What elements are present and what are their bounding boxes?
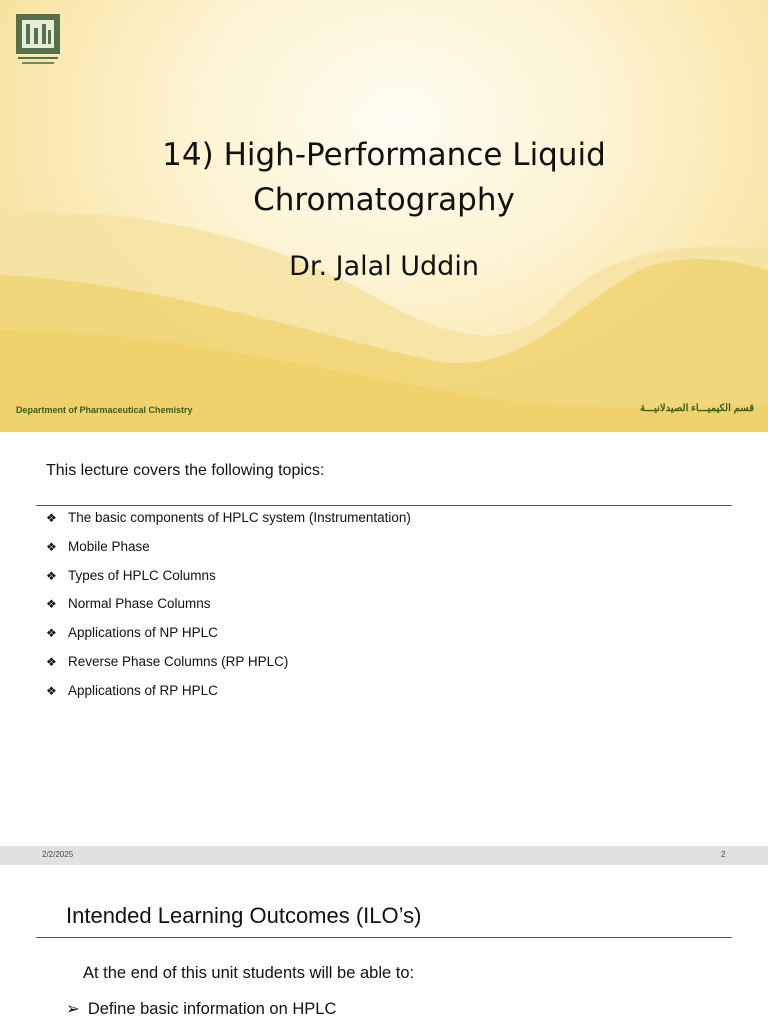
title-line-2: Chromatography — [253, 182, 515, 218]
department-arabic: قسم الكيميـــاء الصيدلانيـــة — [639, 403, 754, 414]
diamond-bullet-icon: ❖ — [46, 654, 57, 669]
list-item: ❖ Applications of NP HPLC — [46, 625, 218, 641]
topics-list — [46, 510, 411, 712]
diamond-bullet-icon: ❖ — [46, 539, 57, 554]
list-item: ❖ Reverse Phase Columns (RP HPLC) — [46, 653, 289, 669]
list-item: ❖ Normal Phase Columns — [46, 596, 211, 612]
diamond-bullet-icon: ❖ — [46, 626, 57, 641]
topics-intro: This lecture covers the following topics: — [46, 462, 325, 479]
university-logo — [16, 14, 60, 70]
list-item: ❖ The basic components of HPLC system (Instrumentation) — [46, 510, 411, 525]
diamond-bullet-icon: ❖ — [46, 683, 57, 698]
ilo-title: Intended Learning Outcomes (ILO’s) — [66, 903, 422, 928]
diamond-bullet-icon: ❖ — [46, 597, 57, 612]
page-number: 2 — [721, 850, 726, 859]
arrow-bullet-icon: ➢ — [66, 1000, 80, 1018]
divider — [36, 505, 732, 506]
slide-title — [0, 133, 768, 223]
department-english: Department of Pharmaceutical Chemistry — [16, 405, 193, 415]
topics-slide — [0, 432, 768, 865]
footer-date: 2/2/2025 — [42, 850, 74, 859]
diamond-bullet-icon: ❖ — [46, 511, 57, 525]
divider — [36, 937, 732, 938]
diamond-bullet-icon: ❖ — [46, 568, 57, 583]
list-item: ❖ Types of HPLC Columns — [46, 567, 216, 583]
ilo-intro: At the end of this unit students will be able to: — [83, 964, 415, 982]
list-item: ➢ Define basic information on HPLC — [66, 1000, 337, 1018]
list-item: ❖ Applications of RP HPLC — [46, 682, 218, 698]
title-line-1: 14) High-Performance Liquid — [162, 137, 606, 173]
slide-footer — [0, 846, 768, 865]
author-name: Dr. Jalal Uddin — [289, 251, 479, 282]
ilo-slide — [0, 865, 768, 1024]
list-item: ❖ Mobile Phase — [46, 538, 150, 554]
title-slide — [0, 0, 768, 432]
